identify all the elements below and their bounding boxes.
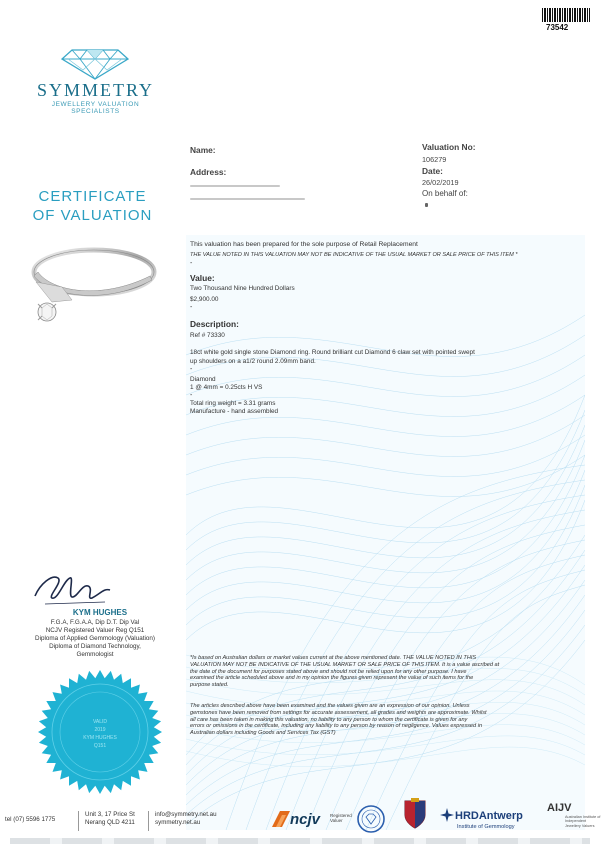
certificate-subtitle: OF VALUATION (32, 207, 153, 224)
reference-number: Ref # 73330 (190, 332, 225, 339)
stone-detail: 1 @ 4mm = 0.25cts H VS (190, 384, 263, 391)
disclaimer-line: the date of the document for purposes stated above and should not be relied upon for any other purpose. I have (190, 668, 467, 675)
purpose-statement: This valuation has been prepared for the sole purpose of Retail Replacement (190, 241, 418, 248)
serial-number: 73542 (546, 23, 569, 32)
valuation-no: 106279 (422, 155, 447, 164)
footer-contact (155, 811, 217, 827)
valuer-credential: Diploma of Diamond Technology, (49, 643, 141, 650)
footer-website[interactable]: symmetry.net.au (155, 819, 201, 826)
valuer-credential: Diploma of Applied Gemmology (Valuation) (35, 635, 155, 642)
ncjv-wordmark: ncjv (290, 811, 321, 828)
redacted-address (190, 198, 305, 200)
valuer-signature (30, 566, 115, 611)
behalf-label: On behalf of: (422, 189, 468, 198)
description-line: up shoulders on a a1/2 round 2.09mm band. (190, 358, 316, 365)
disclaimer-line: gemstones have been removed from settings for accurate assessement, all grades and weights are approximate. Whilst (190, 709, 487, 716)
disclaimer-liability (190, 703, 585, 737)
disclaimer-line: Australian dollars including Goods and Services Tax (GST) (190, 730, 336, 737)
footer-phone: tel (07) 5596 1775 (5, 816, 56, 823)
hrd-wordmark: HRDAntwerp (455, 810, 523, 822)
svg-text:2019: 2019 (94, 727, 106, 733)
disclaimer-line: VALUATION MAY NOT BE INDICATIVE OF THE USUAL MARKET OR SALE PRICE OF THIS ITEM. It is a value ascribed at (190, 661, 500, 668)
dash-separator: - (190, 260, 193, 267)
certificate-title: CERTIFICATE (38, 188, 147, 205)
footer-address-line: Unit 3, 17 Price St (85, 811, 135, 818)
diamond-logo-icon (60, 48, 130, 80)
aijv-subtitle (565, 815, 600, 828)
disclaimer-line: purpose stated. (190, 682, 229, 689)
redacted-address (190, 185, 280, 187)
brand-tagline: JEWELLERY VALUATION SPECIALISTS (51, 101, 140, 115)
bottom-print-strip (10, 838, 590, 844)
footer-address (85, 811, 135, 827)
value-amount: $2,900.00 (190, 296, 219, 303)
footer-divider (148, 811, 149, 831)
valuer-credential: NCJV Registered Valuer Reg Q151 (45, 627, 145, 634)
disclaimer-line: errors or omissions in the certificate, including any liability to any person by reason of negligence. Values expressed in (190, 723, 483, 730)
ring-photo (12, 232, 162, 342)
svg-text:KYM HUGHES: KYM HUGHES (83, 735, 117, 741)
brand-name: SYMMETRY (36, 80, 155, 100)
ncjv-subtitle (330, 813, 352, 823)
barcode (542, 8, 590, 22)
aijv-wordmark: AIJV (547, 802, 572, 814)
aijv-subtitle-line: Jewellery Valuers (565, 823, 595, 828)
svg-text:VALID: VALID (92, 719, 108, 725)
valuer-name: KYM HUGHES (72, 608, 128, 617)
footer-address-line: Nerang QLD 4211 (85, 819, 135, 826)
disclaimer-line: The articles described above have been examined and the values given are an expression of our opinion. Unless (190, 703, 470, 709)
guilloche-background (186, 235, 585, 830)
stone-heading: Diamond (190, 376, 216, 383)
valuer-credential: Gemmologist (76, 651, 114, 658)
footer-email[interactable]: info@symmetry.net.au (155, 811, 217, 818)
value-heading: Value: (190, 273, 215, 283)
date-label: Date: (422, 166, 443, 176)
description-heading: Description: (190, 319, 239, 329)
description-line: 18ct white gold single stone Diamond ring. Round brilliant cut Diamond 6 claw set with pointed swept (190, 349, 475, 356)
disclaimer-line: all care has been taken in making this valuation, no liability to any person to whom the certificate is given for any (190, 716, 468, 723)
disclaimer-line: examined the article scheduled above and in my opinion the figures given represent the value of such items for the (190, 675, 474, 682)
gemmology-badge-icon (357, 805, 385, 833)
dash-separator: - (190, 392, 193, 399)
valuation-no-label: Valuation No: (422, 142, 476, 152)
hrd-subtitle: Institute of Gemmology (457, 824, 515, 830)
ncjv-logo-icon (270, 807, 292, 829)
name-label: Name: (190, 145, 216, 155)
manufacture-note: Manufacture - hand assembled (190, 408, 279, 415)
ncjv-subtitle-line: Registered (330, 813, 352, 818)
hrd-star-icon (440, 808, 454, 822)
dash-separator: - (190, 304, 193, 311)
valuer-credential: F.G.A, F.G.A.A, Dip D.T. Dip Val (50, 619, 140, 626)
date-value: 26/02/2019 (422, 178, 459, 187)
aijv-subtitle-line: Independent (565, 819, 587, 824)
ncjv-subtitle-line: Valuer (330, 818, 343, 824)
dash-separator: - (190, 366, 193, 373)
blue-seal-stamp (35, 667, 165, 797)
ring-weight: Total ring weight = 3.31 grams (190, 400, 276, 407)
market-notice: THE VALUE NOTED IN THIS VALUATION MAY NOT BE INDICATIVE OF THE USUAL MARKET OR SALE PRICE OF THIS ITEM * (190, 252, 518, 258)
address-label: Address: (190, 167, 227, 177)
crest-badge-icon (402, 797, 428, 831)
valuation-panel (186, 235, 585, 830)
disclaimer-line: *Is based on Australian dollars or market values current at the above mentioned date. THE VALUE NOTED IN THIS (190, 655, 477, 661)
aijv-subtitle-line: Australian Institute of (565, 815, 601, 819)
footer-divider (78, 811, 79, 831)
redacted-behalf (425, 203, 428, 207)
value-words: Two Thousand Nine Hundred Dollars (190, 285, 295, 292)
disclaimer-valuation (190, 655, 585, 689)
svg-text:Q151: Q151 (93, 743, 107, 749)
